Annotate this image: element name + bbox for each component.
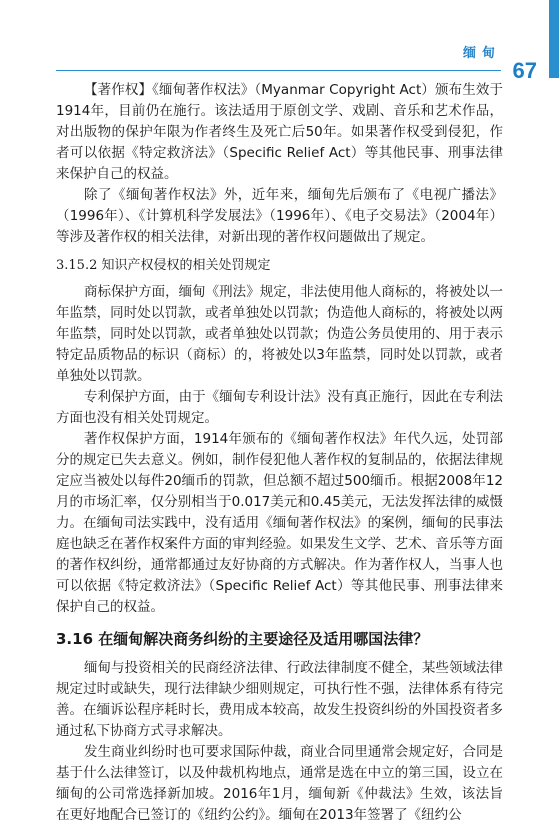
paragraph-patent-penalties: 专利保护方面，由于《缅甸专利设计法》没有真正施行，因此在专利法方面也没有相关处罚规定。 — [56, 389, 503, 426]
subsection-heading-penalties: 3.15.2 知识产权侵权的相关处罚规定 — [56, 258, 271, 273]
page-number: 67 — [512, 58, 537, 83]
section-heading-dispute-resolution: 3.16 在缅甸解决商务纠纷的主要途径及适用哪国法律？ — [56, 630, 429, 648]
running-header: 缅甸 — [462, 46, 501, 61]
paragraph-copyright-penalties: 著作权保护方面，1914年颁布的《缅甸著作权法》年代久远，处罚部分的规定已失去意义。例如，制作侵犯他人著作权的复制品的，依据法律规定应当被处以每件20缅币的罚款，但总额不超过500缅币。根据2008年12月的市场汇率，仅分别相当于0.017美元和0.45美元，无法发挥法律的威慑力。在缅甸司法实践中，没有适用《缅甸著作权法》的案例，缅甸的民事法庭也缺乏在著作权案件方面的审判经验。如果发生文学、艺术、音乐等方面的著作权纠纷，通常都通过友好协商的方式解决。作为著作权人，当事人也可以依据《特定救济法》（Specific Relief Act）等其他民事、刑事法律来保护自己的权益。 — [56, 431, 503, 615]
paragraph-copyright-intro: 【著作权】《缅甸著作权法》（Myanmar Copyright Act）颁布生效于1914年，目前仍在施行。该法适用于原创文学、戏剧、音乐和艺术作品，对出版物的保护年限为作者终生及死亡后50年。如果著作权受到侵犯，作者可以依据《特定救济法》（Specific Relief Act）等其他民事、刑事法律来保护自己的权益。 — [56, 82, 503, 182]
header-rule — [56, 70, 501, 71]
paragraph-copyright-related-laws: 除了《缅甸著作权法》外，近年来，缅甸先后颁布了《电视广播法》（1996年）、《计算机科学发展法》（1996年）、《电子交易法》（2004年）等涉及著作权的相关法律，对新出现的著作权问题做出了规定。 — [56, 187, 503, 245]
page-body — [56, 80, 503, 826]
paragraph-trademark-penalties: 商标保护方面，缅甸《刑法》规定，非法使用他人商标的，将被处以一年监禁，同时处以罚款，或者单独处以罚款；伪造他人商标的，将被处以两年监禁，同时处以罚款，或者单独处以罚款；伪造公务员使用的、用于表示特定品质物品的标识（商标）的，将被处以3年监禁，同时处以罚款，或者单独处以罚款。 — [56, 284, 503, 384]
paragraph-arbitration: 发生商业纠纷时也可要求国际仲裁，商业合同里通常会规定好，合同是基于什么法律签订，以及仲裁机构地点，通常是选在中立的第三国，设立在缅甸的公司常选择新加坡。2016年1月，缅甸新《仲裁法》生效，该法旨在更好地配合已签订的《纽约公约》。缅甸在2013年签署了《纽约公 — [56, 744, 503, 823]
paragraph-legal-system: 缅甸与投资相关的民商经济法律、行政法律制度不健全，某些领域法律规定过时或缺失，现行法律缺少细则规定，可执行性不强，法律体系有待完善。在缅诉讼程序耗时长，费用成本较高，故发生投资纠纷的外国投资者多通过私下协商方式寻求解决。 — [56, 660, 503, 739]
header-color-tab — [549, 0, 559, 78]
